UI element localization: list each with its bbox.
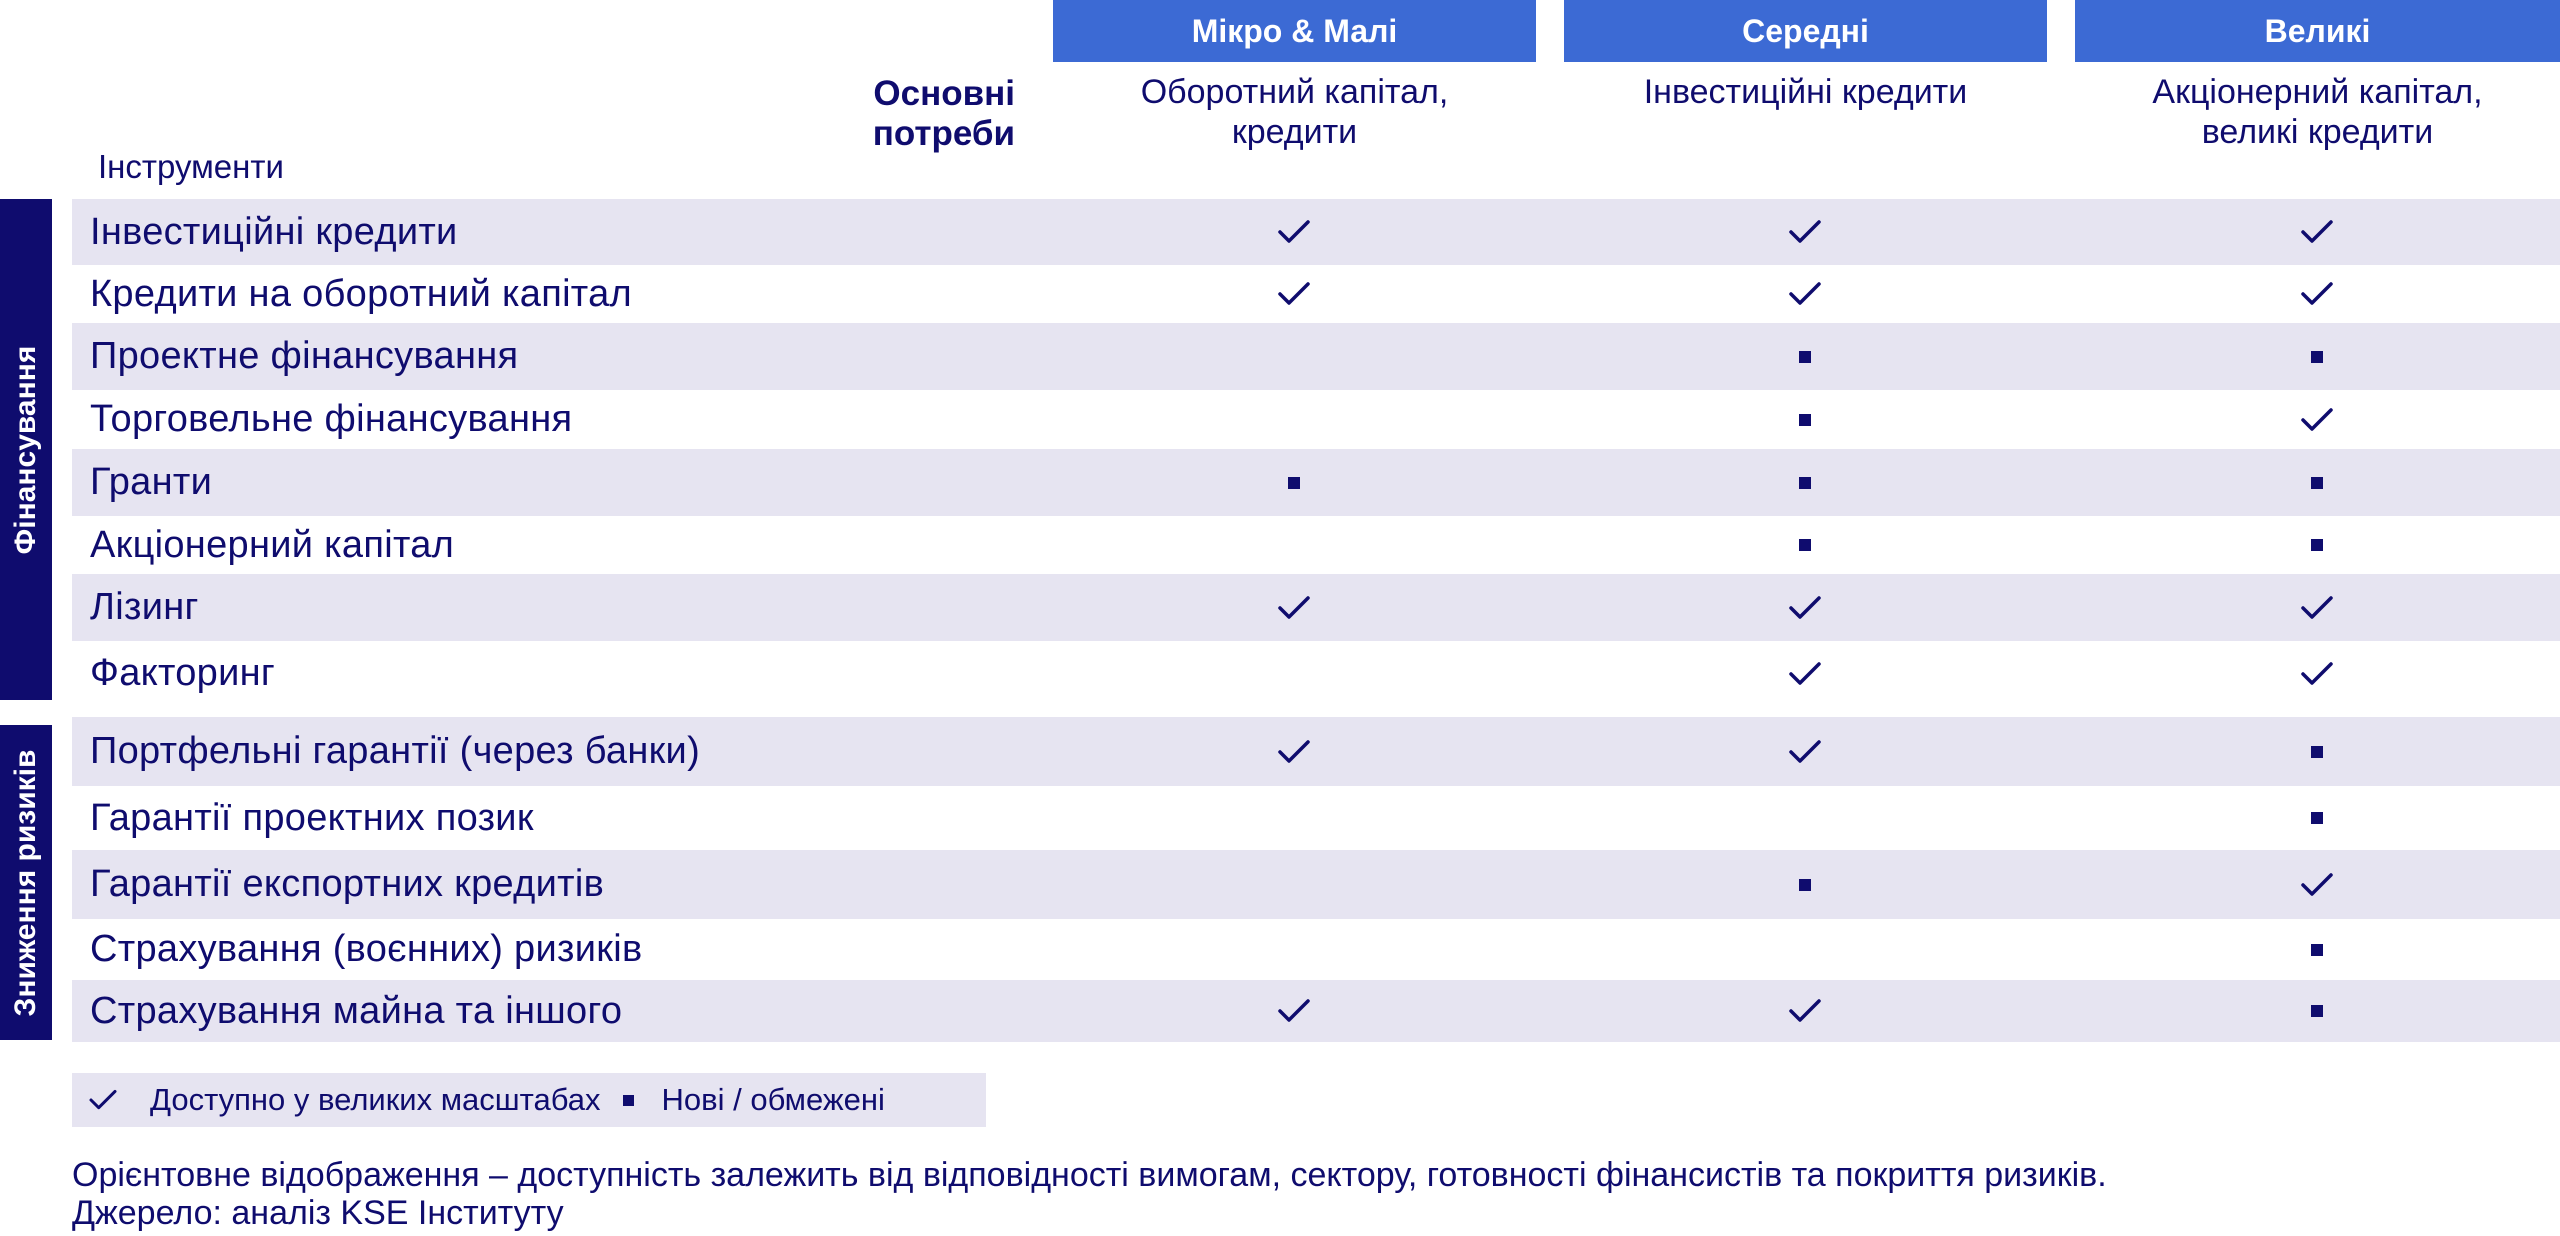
need-large: Акціонерний капітал, великі кредити [2152, 73, 2483, 151]
table-row [72, 390, 2560, 449]
table-row [72, 449, 2560, 516]
legend [72, 1073, 986, 1127]
square-icon [1288, 477, 1300, 489]
row-label: Страхування (воєнних) ризиків [90, 928, 643, 970]
needs-label: Основні потреби [872, 74, 1015, 153]
group-label-risk-mitigation: Зниження ризиків [9, 749, 42, 1016]
square-icon [2311, 477, 2323, 489]
availability-cell [1775, 574, 1835, 641]
availability-cell [2287, 323, 2347, 390]
row-label: Торговельне фінансування [90, 398, 573, 440]
check-icon [1788, 218, 1822, 246]
availability-cell [2287, 199, 2347, 265]
table-row [72, 516, 2560, 574]
availability-cell [2287, 449, 2347, 516]
availability-cell [2287, 516, 2347, 574]
availability-cell [1264, 199, 1324, 265]
row-label: Гранти [90, 461, 213, 503]
check-icon [1277, 738, 1311, 766]
check-icon [2300, 280, 2334, 308]
check-icon [1788, 997, 1822, 1025]
row-label: Портфельні гарантії (через банки) [90, 730, 701, 772]
row-label: Факторинг [90, 652, 276, 694]
availability-cell [2287, 390, 2347, 449]
footnote-source: Джерело: аналіз KSE Інституту [72, 1194, 564, 1232]
availability-cell [1264, 717, 1324, 786]
row-label: Гарантії експортних кредитів [90, 863, 605, 905]
square-icon [1799, 539, 1811, 551]
table-row [72, 323, 2560, 390]
table-row [72, 574, 2560, 641]
availability-cell [1775, 449, 1835, 516]
square-icon [2311, 746, 2323, 758]
check-icon [1788, 660, 1822, 688]
table-row [72, 265, 2560, 323]
footnote-disclaimer: Орієнтовне відображення – доступність залежить від відповідності вимогам, сектору, готовності фінансистів та покриття ризиків. [72, 1156, 2107, 1194]
legend-square-icon [623, 1095, 634, 1106]
availability-cell [1775, 323, 1835, 390]
check-icon [1277, 594, 1311, 622]
availability-cell [2287, 850, 2347, 919]
legend-check-icon [88, 1088, 118, 1112]
table-row [72, 919, 2560, 980]
group-label-financing: Фінансування [9, 345, 42, 554]
availability-cell [1775, 516, 1835, 574]
availability-cell [1264, 919, 1324, 980]
check-icon [2300, 594, 2334, 622]
row-label: Проектне фінансування [90, 335, 519, 377]
availability-cell [2287, 717, 2347, 786]
check-icon [1788, 738, 1822, 766]
row-label: Лізинг [90, 586, 199, 628]
square-icon [1799, 414, 1811, 426]
row-label: Інвестиційні кредити [90, 210, 458, 253]
footnote [72, 1156, 2107, 1232]
column-header-micro-small: Мікро & Малі [1053, 0, 1536, 62]
availability-cell [1775, 980, 1835, 1042]
need-micro-small: Оборотний капітал, кредити [1140, 73, 1449, 151]
availability-cell [2287, 980, 2347, 1042]
table-row [72, 786, 2560, 850]
availability-cell [1775, 265, 1835, 323]
check-icon [1277, 997, 1311, 1025]
table-row [72, 980, 2560, 1042]
legend-check-label: Доступно у великих масштабах [150, 1082, 601, 1117]
instruments-label: Інструменти [98, 148, 284, 185]
square-icon [2311, 1005, 2323, 1017]
availability-cell [1264, 516, 1324, 574]
group-bar-risk-mitigation [0, 725, 52, 1040]
group-bar-financing [0, 199, 52, 700]
need-medium: Інвестиційні кредити [1643, 73, 1968, 111]
availability-cell [1775, 786, 1835, 850]
column-header-medium: Середні [1564, 0, 2047, 62]
availability-cell [2287, 574, 2347, 641]
row-label: Гарантії проектних позик [90, 796, 534, 839]
availability-cell [1775, 390, 1835, 449]
column-header-large: Великі [2075, 0, 2560, 62]
square-icon [2311, 944, 2323, 956]
availability-cell [1775, 199, 1835, 265]
row-label: Страхування майна та іншого [90, 989, 623, 1032]
square-icon [2311, 812, 2323, 824]
legend-square-label: Нові / обмежені [661, 1082, 885, 1117]
check-icon [2300, 660, 2334, 688]
check-icon [1277, 218, 1311, 246]
square-icon [2311, 539, 2323, 551]
table-row [72, 850, 2560, 919]
row-label: Акціонерний капітал [90, 523, 455, 566]
availability-cell [1264, 449, 1324, 516]
availability-cell [1264, 786, 1324, 850]
check-icon [2300, 218, 2334, 246]
check-icon [1788, 280, 1822, 308]
availability-cell [1775, 717, 1835, 786]
availability-cell [1264, 980, 1324, 1042]
availability-cell [1264, 850, 1324, 919]
check-icon [1277, 280, 1311, 308]
availability-cell [2287, 919, 2347, 980]
check-icon [1788, 594, 1822, 622]
square-icon [1799, 351, 1811, 363]
table-row [72, 199, 2560, 265]
availability-cell [1264, 323, 1324, 390]
availability-cell [1775, 850, 1835, 919]
availability-cell [2287, 786, 2347, 850]
row-label: Кредити на оборотний капітал [90, 272, 632, 315]
table-row [72, 641, 2560, 706]
availability-cell [1264, 390, 1324, 449]
availability-cell [1775, 641, 1835, 706]
square-icon [2311, 351, 2323, 363]
check-icon [2300, 406, 2334, 434]
availability-cell [1264, 265, 1324, 323]
check-icon [2300, 871, 2334, 899]
table-row [72, 717, 2560, 786]
availability-cell [1775, 919, 1835, 980]
availability-cell [2287, 641, 2347, 706]
square-icon [1799, 477, 1811, 489]
availability-cell [2287, 265, 2347, 323]
availability-cell [1264, 641, 1324, 706]
square-icon [1799, 879, 1811, 891]
availability-cell [1264, 574, 1324, 641]
